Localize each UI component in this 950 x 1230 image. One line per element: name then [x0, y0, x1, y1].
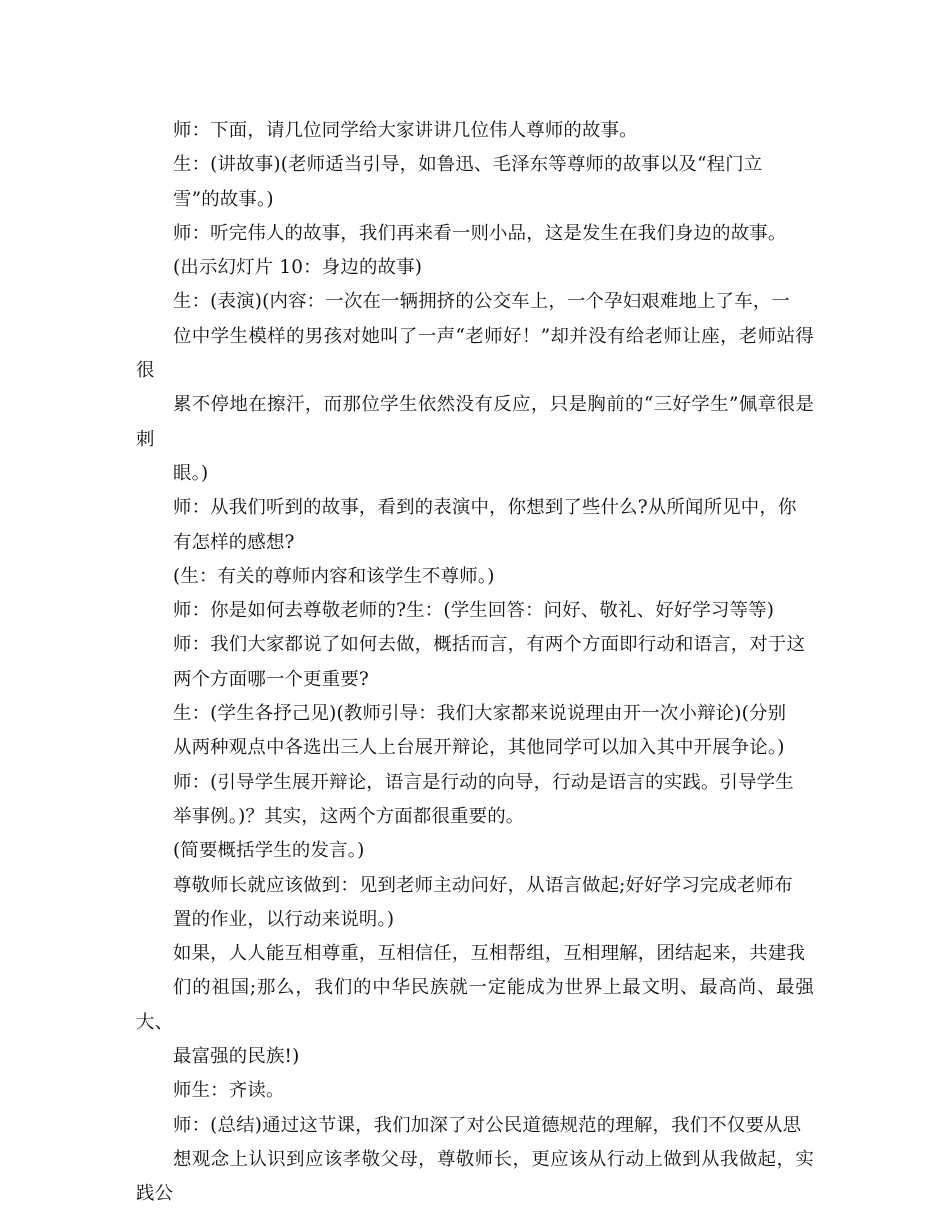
- text-line: 举事例。)？其实，这两个方面都很重要的。: [173, 805, 525, 827]
- text-line: 师：下面，请几位同学给大家讲讲几位伟人尊师的故事。: [173, 120, 638, 141]
- paragraph: [136, 114, 814, 148]
- paragraph: [136, 1074, 814, 1108]
- paragraph: [136, 937, 814, 1074]
- text-line: 从两种观点中各选出三人上台展开辩论，其他同学可以加入其中开展争论。): [173, 737, 785, 759]
- text-line: 生：(学生各抒己见)(教师引导：我们大家都来说说理由开一次小辩论)(分别: [173, 703, 787, 725]
- paragraph: [136, 491, 814, 560]
- text-line: (出示幻灯片 10：身边的故事): [173, 257, 423, 279]
- document-body: [136, 114, 814, 1212]
- paragraph: [136, 628, 814, 697]
- text-line: 师：我们大家都说了如何去做，概括而言，有两个方面即行动和语言，对于这: [173, 634, 806, 656]
- text-line: 两个方面哪一个更重要?: [173, 668, 369, 690]
- text-line: 们的祖国;那么，我们的中华民族就一定能成为世界上最文明、最高尚、最强大、: [136, 977, 814, 1033]
- text-line: 想观念上认识到应该孝敬父母，尊敬师长，更应该从行动上做到从我做起，实践公: [136, 1148, 814, 1205]
- text-line: 雪”的故事。): [173, 188, 274, 210]
- text-line: 生：(讲故事)(老师适当引导，如鲁迅、毛泽东等尊师的故事以及“程门立: [173, 154, 763, 176]
- paragraph: [136, 834, 814, 868]
- paragraph: [136, 560, 814, 594]
- paragraph: [136, 148, 814, 217]
- text-line: 有怎样的感想?: [173, 531, 295, 553]
- text-line: 置的作业，以行动来说明。): [173, 908, 395, 930]
- paragraph: [136, 285, 814, 491]
- text-line: 师：(引导学生展开辩论，语言是行动的向导，行动是语言的实践。引导学生: [173, 771, 794, 793]
- text-line: 最富强的民族!): [173, 1046, 300, 1068]
- text-line: 师：听完伟人的故事，我们再来看一则小品，这是发生在我们身边的故事。: [173, 222, 787, 244]
- paragraph: [136, 697, 814, 766]
- paragraph: [136, 766, 814, 835]
- paragraph: [136, 1109, 814, 1212]
- text-line: 师：你是如何去尊敬老师的?生：(学生回答：问好、敬礼、好好学习等等): [173, 600, 775, 622]
- text-line: 累不停地在擦汗，而那位学生依然没有反应，只是胸前的“三好学生”佩章很是刺: [136, 394, 814, 450]
- text-line: 师：(总结)通过这节课，我们加深了对公民道德规范的理解，我们不仅要从思: [173, 1114, 802, 1136]
- text-line: 生：(表演)(内容：一次在一辆拥挤的公交车上，一个孕妇艰难地上了车，一: [173, 291, 791, 313]
- paragraph: [136, 594, 814, 628]
- text-line: (生：有关的尊师内容和该学生不尊师。): [173, 565, 495, 587]
- text-line: 眼。): [173, 462, 209, 484]
- text-line: 师生：齐读。: [173, 1080, 285, 1102]
- text-line: 如果，人人能互相尊重，互相信任，互相帮组，互相理解，团结起来，共建我: [173, 943, 806, 965]
- text-line: (简要概括学生的发言。): [173, 840, 365, 862]
- paragraph: [136, 869, 814, 938]
- text-line: 尊敬师长就应该做到：见到老师主动问好，从语言做起;好好学习完成老师布: [173, 874, 793, 896]
- paragraph: [136, 217, 814, 286]
- text-line: 位中学生模样的男孩对她叫了一声“老师好！”却并没有给老师让座，老师站得很: [136, 325, 814, 382]
- text-line: 师：从我们听到的故事，看到的表演中，你想到了些什么?从所闻所见中，你: [173, 497, 797, 519]
